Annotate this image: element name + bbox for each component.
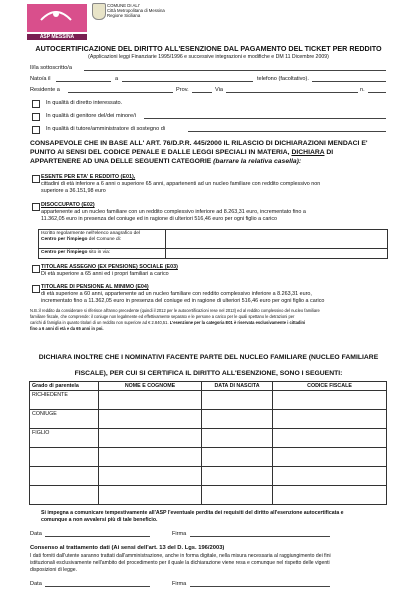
- e02-line: 11.362,05 euro in presenza del coniuge ed in ragione di ulteriori 516,46 euro per ogni figlio a carico: [41, 216, 278, 222]
- table-row: [30, 391, 387, 410]
- grado-cell: RICHIEDENTE: [30, 391, 99, 410]
- reg-line: [41, 237, 163, 243]
- reg-bold: Centro per l'impiego: [41, 237, 88, 242]
- qualita-label: In qualità di tutore/amministratore di sostegno di: [46, 126, 166, 132]
- e04-description: [41, 291, 393, 305]
- cf-cell[interactable]: [273, 410, 387, 429]
- grado-cell[interactable]: [30, 467, 99, 486]
- nb-text: carichi di famiglia in quanto titolari di un reddito non superiore ad € 2.840,51.: [30, 320, 169, 325]
- comune-line: Città Metropolitana di Messina: [107, 8, 165, 13]
- e01-checkbox[interactable]: [32, 175, 40, 183]
- consenso-title: Consenso al trattamento dati (Ai sensi dell'art. 13 del D. Lgs. 196/2003): [30, 545, 225, 551]
- e03-description: Di età superiore a 65 anni ed i propri familiari a carico: [41, 271, 169, 277]
- e04-line: incrementato fino a 11.362,05 euro in presenza del coniuge ed in ragione di ulteriori 516,46 euro per ogni figlio a carico: [41, 298, 325, 304]
- reg-text: sito in via:: [88, 250, 111, 255]
- nome-cell[interactable]: [99, 448, 202, 467]
- e04-title: TITOLARE DI PENSIONE AL MINIMO (E04): [41, 284, 149, 290]
- e04-line: di età superiore a 60 anni, appartenente ad un nucleo familiare con reddito complessivo inferiore a 8.263,31 euro,: [41, 291, 312, 297]
- page-title: AUTOCERTIFICAZIONE DEL DIRITTO ALL'ESENZIONE DAL PAGAMENTO DEL TICKET PER REDDITO: [35, 44, 382, 53]
- consapevole-text: APPARTENERE AD UNA DELLE SEGUENTI CATEGORIE: [30, 158, 212, 165]
- comune-crest-icon: [92, 3, 106, 20]
- consapevole-text: PUNITO AI SENSI DEL CODICE PENALE E DALLE LEGGI SPECIALI IN MATERIA,: [30, 149, 290, 156]
- via-field[interactable]: [226, 86, 358, 93]
- data-cell[interactable]: [202, 467, 273, 486]
- qualita-checkbox[interactable]: [32, 126, 40, 134]
- data-cell[interactable]: [202, 410, 273, 429]
- e02-description: [41, 209, 391, 223]
- column-header: DATA DI NASCITA: [202, 382, 273, 391]
- consapevole-line: [30, 157, 390, 166]
- grado-cell[interactable]: [30, 486, 99, 505]
- e04-checkbox[interactable]: [32, 285, 40, 293]
- data-cell[interactable]: [202, 448, 273, 467]
- nome-cell[interactable]: [99, 486, 202, 505]
- column-header: CODICE FISCALE: [273, 382, 387, 391]
- cf-cell[interactable]: [273, 429, 387, 448]
- via-label: Via: [215, 87, 223, 93]
- e01-line: superiore a 36.151,98 euro: [41, 188, 106, 194]
- sottoscritto-label: Il/la sottoscritto/a: [30, 65, 72, 71]
- table-header-row: [30, 382, 387, 391]
- table-row: [30, 448, 387, 467]
- qualita-label: In qualità di genitore del/dei minore/i: [46, 113, 136, 119]
- consapevole-instruction: (barrare la relativa casella):: [213, 158, 302, 165]
- nome-cell[interactable]: [99, 391, 202, 410]
- reg-text: del Comune di:: [88, 237, 122, 242]
- centro-impiego-comune-field[interactable]: [167, 232, 383, 246]
- column-header: Grado di parentela: [30, 382, 99, 391]
- consapevole-text: DI: [326, 149, 334, 156]
- consapevole-line: CONSAPEVOLE CHE IN BASE ALL' ART. 76/D.P.R. 445/2000 IL RILASCIO DI DICHIARAZIONI MENDACI E': [30, 140, 368, 147]
- asp-logo-label: ASP MESSINA: [27, 34, 87, 40]
- nato-label: Nato/a il: [30, 76, 51, 82]
- telefono-field[interactable]: [312, 75, 386, 82]
- comune-line: Regione Siciliana: [107, 13, 141, 18]
- dichiara-line: FISCALE), PER CUI SI CERTIFICA IL DIRITTO ALL'ESENZIONE, SONO I SEGUENTI:: [74, 370, 343, 377]
- e02-checkbox[interactable]: [32, 203, 40, 211]
- consapevole-line: [30, 148, 390, 157]
- grado-cell: FIGLIO: [30, 429, 99, 448]
- comune-heading: [107, 3, 165, 18]
- table-row: [30, 486, 387, 505]
- data-cell[interactable]: [202, 391, 273, 410]
- tutore-field[interactable]: [188, 125, 386, 132]
- e01-title: ESENTE PER ETA' E REDDITO (E01),: [41, 174, 136, 180]
- minore-field[interactable]: [144, 112, 386, 119]
- firma-field[interactable]: [190, 530, 330, 537]
- impegno-line: comunque a non avvalersi più di tale beneficio.: [41, 517, 158, 523]
- firma-field[interactable]: [190, 580, 330, 587]
- prov-field[interactable]: [192, 86, 212, 93]
- dichiara-heading: [0, 350, 417, 382]
- nato-a-label: a: [115, 76, 119, 82]
- comune-line: COMUNE DI ALI': [107, 3, 140, 8]
- qualita-checkbox[interactable]: [32, 100, 40, 108]
- sottoscritto-field[interactable]: [84, 64, 386, 71]
- residente-label: Residente a: [30, 87, 60, 93]
- nb-line: familiare fiscale, che comprende: il coniuge non legalmente ed effettivamente separato e le persone a carico per le quali spettano le detrazioni per: [30, 314, 295, 319]
- impegno-line: Si impegna a comunicare tempestivamente all'ASP l'eventuale perdita dei requisiti del diritto all'esenzione autocertificata e: [41, 510, 344, 516]
- cf-cell[interactable]: [273, 391, 387, 410]
- consapevole-heading: [30, 139, 390, 166]
- grado-cell[interactable]: [30, 448, 99, 467]
- asp-logo-mark: [39, 8, 73, 22]
- nato-date-field[interactable]: [56, 75, 111, 82]
- reg-line: Iscritto regolarmente nell'elenco anagrafico del: [41, 231, 141, 236]
- qualita-checkbox[interactable]: [32, 113, 40, 121]
- grado-cell: CONIUGE: [30, 410, 99, 429]
- residente-field[interactable]: [68, 86, 173, 93]
- data-label: Data: [30, 531, 42, 537]
- nato-place-field[interactable]: [122, 75, 253, 82]
- nb-line: fino a 6 anni di età e da 65 anni in poi.: [30, 326, 104, 331]
- dichiara-line: DICHIARA INOLTRE CHE I NOMINATIVI FACENTE PARTE DEL NUCLEO FAMILIARE (NUCLEO FAMILIARE: [38, 354, 379, 361]
- qualita-label: In qualità di diretto interessato.: [46, 100, 123, 106]
- centro-impiego-label: [41, 231, 163, 243]
- impegno-text: [41, 510, 391, 524]
- asp-logo: [27, 4, 87, 32]
- data-cell[interactable]: [202, 486, 273, 505]
- numero-field[interactable]: [368, 86, 386, 93]
- nb-line: N.B.:il reddito da considerare si riferisce all'anno precedente (quindi il 2012 per le autocertificazioni rese nel 2013) ed al reddito complessivo del nucleo familiare: [30, 308, 320, 313]
- telefono-label: telefono (facoltativo).: [257, 76, 309, 82]
- cf-cell[interactable]: [273, 486, 387, 505]
- centro-impiego-divider: [39, 248, 387, 249]
- nome-cell[interactable]: [99, 410, 202, 429]
- consenso-line: I dati forniti dall'utente saranno trattati dall'amministrazione, anche in forma digitale, nella misura necessaria al raggiungimento dei fini: [30, 553, 331, 559]
- prov-label: Prov.: [176, 87, 189, 93]
- centro-impiego-via-label: [41, 250, 110, 255]
- firma-label: Firma: [172, 531, 187, 537]
- numero-label: n.: [360, 87, 365, 93]
- cf-cell[interactable]: [273, 467, 387, 486]
- nome-cell[interactable]: [99, 429, 202, 448]
- centro-impiego-via-field[interactable]: [167, 250, 383, 257]
- e01-description: [41, 181, 391, 195]
- data-field[interactable]: [45, 530, 150, 537]
- data-label: Data: [30, 581, 42, 587]
- data-field[interactable]: [45, 580, 150, 587]
- cf-cell[interactable]: [273, 448, 387, 467]
- nota-bene: [30, 308, 390, 332]
- e03-title: TITOLARE ASSEGNO (EX PENSIONE) SOCIALE (E03): [41, 264, 178, 270]
- e02-line: appartenente ad un nucleo familiare con un reddito complessivo inferiore ad 8.263,31 euro, incrementato fino a: [41, 209, 306, 215]
- table-row: [30, 410, 387, 429]
- e02-title: DISOCCUPATO (E02): [41, 202, 95, 208]
- consenso-text: [30, 553, 390, 574]
- data-cell[interactable]: [202, 429, 273, 448]
- dichiara-word: DICHIARA: [291, 149, 325, 156]
- nucleo-familiare-table: [29, 381, 387, 505]
- e03-checkbox[interactable]: [32, 265, 40, 273]
- consenso-line: istituzionali esclusivamente nell'ambito del procedimento per il quale la dichiarazione viene resa e comunque nel rispetto delle vigenti: [30, 560, 330, 566]
- nb-bold: L'esenzione per la categoria E01 è riservata esclusivamente i cittadini: [169, 320, 306, 325]
- centro-impiego-box: [38, 229, 388, 259]
- firma-label: Firma: [172, 581, 187, 587]
- page-subtitle: (Applicazioni leggi Finanziarie 1995/1996 e successive integrazioni e modifiche e DM 11 Dicembre 2009): [88, 54, 329, 60]
- column-header: NOME E COGNOME: [99, 382, 202, 391]
- e01-line: cittadini di età inferiore a 6 anni o superiore 65 anni, appartenenti ad un nucleo familiare con reddito complessivo non: [41, 181, 321, 187]
- nome-cell[interactable]: [99, 467, 202, 486]
- reg-bold: Centro per l'impiego: [41, 250, 88, 255]
- table-row: [30, 429, 387, 448]
- table-row: [30, 467, 387, 486]
- consenso-line: disposizioni di legge.: [30, 567, 78, 573]
